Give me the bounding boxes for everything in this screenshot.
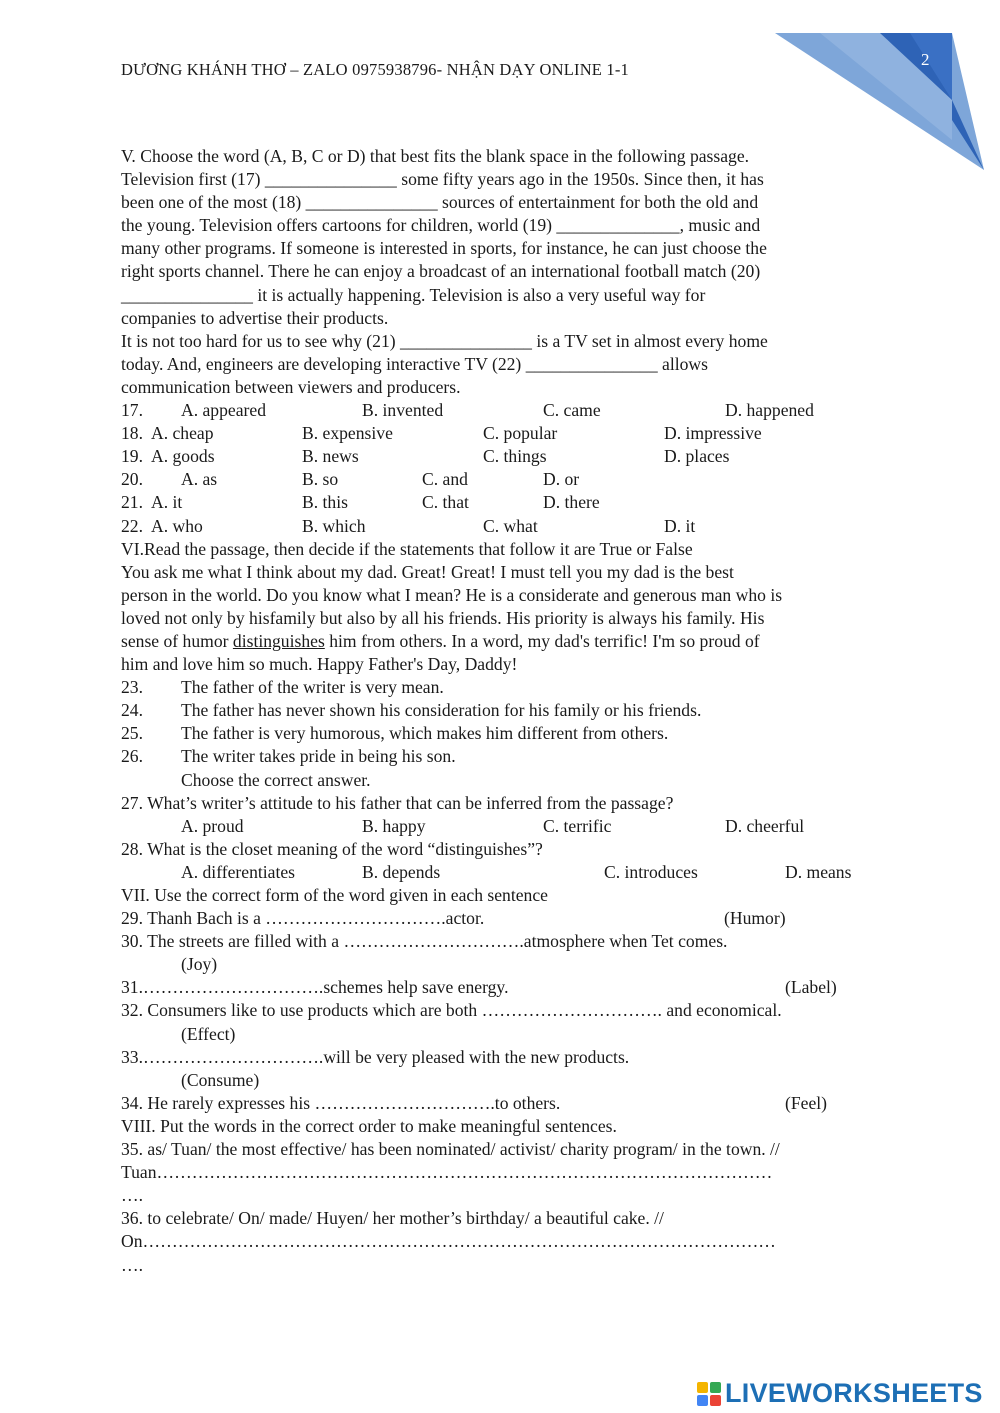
statement-24 [121,699,886,722]
passage-line: today. And, engineers are developing interactive TV (22) _______________ allows [121,353,708,374]
option-a[interactable]: A. as [181,469,218,490]
statement-number: 25. [121,723,143,744]
statement-26 [121,745,886,768]
question-number: 17. [121,400,143,421]
word-hint: (Humor) [724,908,786,929]
logo-icon [697,1382,721,1406]
option-c[interactable]: C. what [483,515,538,536]
question-21-options [121,491,886,514]
option-d[interactable]: D. impressive [664,423,762,444]
question-28-options [121,861,886,884]
statement-23 [121,676,886,699]
option-c[interactable]: C. things [483,446,547,467]
passage-line: _______________ it is actually happening. Television is also a very useful way for [121,284,706,305]
question-27-options [121,815,886,838]
option-d[interactable]: D. cheerful [725,815,805,836]
option-b[interactable]: B. which [302,515,366,536]
passage-line: right sports channel. There he can enjoy a broadcast of an international football match (20) [121,261,761,282]
question-30: 30. The streets are filled with a ………………………….atmosphere when Tet comes. [121,931,728,952]
passage-text: sense of humor [121,630,233,651]
option-d[interactable]: D. or [543,469,580,490]
statement-text: The father has never shown his consideration for his family or his friends. [181,700,702,721]
option-c[interactable]: C. and [422,469,468,490]
statement-text: The writer takes pride in being his son. [181,746,456,767]
question-35: 35. as/ Tuan/ the most effective/ has been nominated/ activist/ charity program/ in the town. // [121,1139,780,1160]
question-19-options [121,445,886,468]
section-6-title: VI.Read the passage, then decide if the statements that follow it are True or False [121,538,693,559]
section-5-title: V. Choose the word (A, B, C or D) that best fits the blank space in the following passage. [121,146,750,166]
answer-line-end: …. [121,1185,143,1206]
question-text: 34. He rarely expresses his ………………………….to others. [121,1092,561,1113]
passage-line: communication between viewers and producers. [121,376,461,397]
section-8-title: VIII. Put the words in the correct order to make meaningful sentences. [121,1115,617,1136]
option-d[interactable]: D. means [785,861,852,882]
statement-text: The father is very humorous, which makes him different from others. [181,723,669,744]
option-a[interactable]: A. it [151,492,183,513]
question-18-options [121,422,886,445]
passage-line: Television first (17) _______________ some fifty years ago in the 1950s. Since then, it has [121,169,764,190]
option-b[interactable]: B. happy [362,815,426,836]
word-hint: (Joy) [181,954,218,975]
word-hint: (Label) [785,977,837,998]
statement-number: 24. [121,700,143,721]
passage-line: loved not only by hisfamily but also by all his friends. His priority is always his family. His [121,607,765,628]
section-7-title: VII. Use the correct form of the word given in each sentence [121,885,548,905]
passage-line: been one of the most (18) _______________ sources of entertainment for both the old and [121,192,759,213]
question-number: 22. [121,515,143,536]
page-number: 2 [921,50,930,69]
question-number: 20. [121,469,143,490]
passage-text: him from others. In a word, my dad's terrific! I'm so proud of [324,630,760,651]
passage-line: It is not too hard for us to see why (21) _______________ is a TV set in almost every home [121,330,768,351]
worksheet-content [121,145,886,1277]
liveworksheets-logo[interactable] [697,1378,983,1409]
option-c[interactable]: C. popular [483,423,558,444]
option-c[interactable]: C. terrific [543,815,612,836]
question-31 [121,976,886,999]
question-text: 31.………………………….schemes help save energy. [121,977,509,998]
passage-line: the young. Television offers cartoons for children, world (19) ______________, music and [121,215,761,236]
option-c[interactable]: C. came [543,400,601,421]
statement-number: 23. [121,677,143,698]
question-20-options [121,468,886,491]
logo-text: LIVEWORKSHEETS [725,1378,983,1408]
word-hint: (Feel) [785,1092,828,1113]
option-b[interactable]: B. invented [362,400,444,421]
underlined-word: distinguishes [232,630,325,651]
answer-line[interactable]: On……………………………………………………………………………………………… [121,1231,776,1252]
page-header: DƯƠNG KHÁNH THƠ – ZALO 0975938796- NHẬN DẠY ONLINE 1-1 [121,60,630,79]
question-33: 33.………………………….will be very pleased with the new products. [121,1046,630,1067]
answer-line[interactable]: Tuan…………………………………………………………………………………………… [121,1162,773,1183]
option-d[interactable]: D. happened [725,400,814,421]
passage-line: person in the world. Do you know what I mean? He is a considerate and generous man who is [121,584,783,605]
question-34 [121,1092,886,1115]
question-32: 32. Consumers like to use products which are both …………………………. and economical. [121,1000,782,1021]
word-hint: (Effect) [181,1023,236,1044]
option-b[interactable]: B. this [302,492,348,513]
option-d[interactable]: D. places [664,446,730,467]
answer-line-end: …. [121,1254,143,1275]
passage-line: You ask me what I think about my dad. Great! Great! I must tell you my dad is the best [121,561,734,582]
option-d[interactable]: D. it [664,515,696,536]
option-c[interactable]: C. that [422,492,469,513]
question-number: 21. [121,492,143,513]
option-d[interactable]: D. there [543,492,600,513]
option-a[interactable]: A. proud [181,815,244,836]
question-36: 36. to celebrate/ On/ made/ Huyen/ her mother’s birthday/ a beautiful cake. // [121,1208,664,1229]
question-29 [121,907,886,930]
question-number: 18. [121,423,143,444]
passage-line: him and love him so much. Happy Father's Day, Daddy! [121,654,518,675]
option-b[interactable]: B. so [302,469,339,490]
option-b[interactable]: B. depends [362,861,441,882]
question-27: 27. What’s writer’s attitude to his father that can be inferred from the passage? [121,792,674,813]
option-a[interactable]: A. goods [151,446,215,467]
passage-line: companies to advertise their products. [121,307,389,328]
question-22-options [121,515,886,538]
question-text: 29. Thanh Bach is a ………………………….actor. [121,908,485,929]
option-c[interactable]: C. introduces [604,861,698,882]
question-28: 28. What is the closet meaning of the word “distinguishes”? [121,838,543,859]
option-b[interactable]: B. expensive [302,423,393,444]
word-hint: (Consume) [181,1069,260,1090]
statement-text: The father of the writer is very mean. [181,677,444,698]
choose-answer-label: Choose the correct answer. [181,769,371,790]
statement-number: 26. [121,746,143,767]
passage-line [121,630,886,653]
statement-25 [121,722,886,745]
option-a[interactable]: A. appeared [181,400,266,421]
question-number: 19. [121,446,143,467]
option-a[interactable]: A. cheap [151,423,214,444]
passage-line: many other programs. If someone is interested in sports, for instance, he can just choose the [121,238,767,259]
question-17-options [121,399,886,422]
option-b[interactable]: B. news [302,446,359,467]
option-a[interactable]: A. differentiates [181,861,295,882]
option-a[interactable]: A. who [151,515,203,536]
